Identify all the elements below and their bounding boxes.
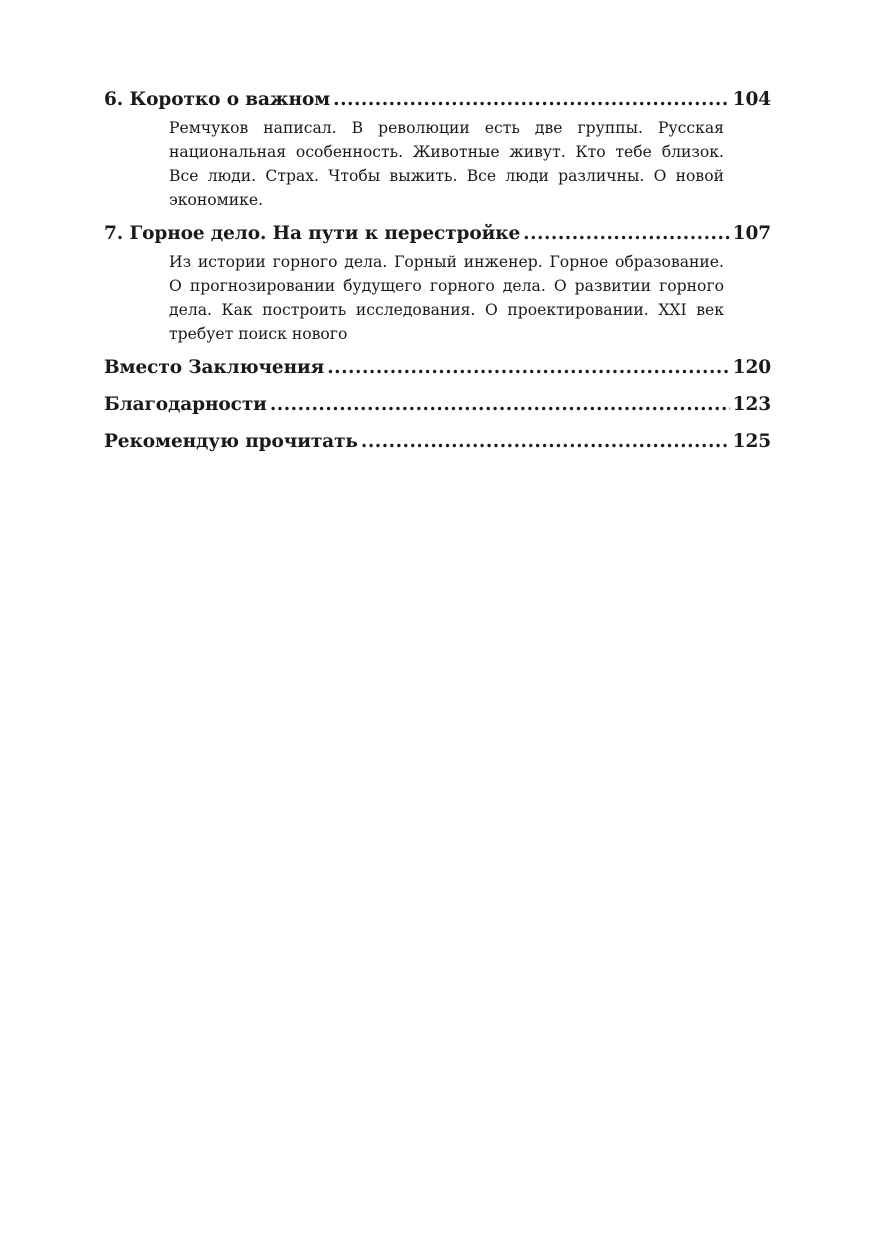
table-of-contents [104, 86, 771, 465]
toc-entry-heading[interactable] [104, 428, 771, 456]
toc-entry-page-number: 120 [732, 357, 771, 378]
toc-entry-title[interactable]: 7. Горное дело. На пути к перестройке [104, 223, 521, 244]
toc-entry-heading[interactable] [104, 220, 771, 248]
toc-entry-conclusion[interactable] [104, 354, 771, 382]
toc-entry-heading[interactable] [104, 354, 771, 382]
toc-entry-chapter-7[interactable] [104, 220, 771, 346]
toc-entry-title[interactable]: Рекомендую прочитать [104, 431, 358, 452]
toc-entry-page-number: 125 [732, 431, 771, 452]
toc-entry-title[interactable]: 6. Коротко о важном [104, 89, 331, 110]
toc-entry-heading[interactable] [104, 391, 771, 419]
toc-entry-page-number: 107 [732, 223, 771, 244]
toc-entry-page-number: 123 [732, 394, 771, 415]
dot-leader [361, 428, 730, 456]
dot-leader [523, 220, 730, 248]
toc-entry-page-number: 104 [732, 89, 771, 110]
toc-entry-title[interactable]: Вместо Заключения [104, 357, 325, 378]
dot-leader [333, 86, 730, 114]
toc-entry-recommended-reading[interactable] [104, 428, 771, 456]
toc-entry-chapter-6[interactable] [104, 86, 771, 212]
dot-leader [327, 354, 729, 382]
dot-leader [270, 391, 730, 419]
toc-entry-description: Ремчуков написал. В революции есть две группы. Русская национальная особенность. Животные живут. Кто тебе близок. Все люди. Страх. Чтобы выжить. Все люди различны. О новой экономике. [169, 119, 724, 209]
toc-entry-title[interactable]: Благодарности [104, 394, 267, 415]
toc-entry-heading[interactable] [104, 86, 771, 114]
toc-entry-description: Из истории горного дела. Горный инженер. Горное образование. О прогнозировании будущего горного дела. О развитии горного дела. Как построить исследования. О проектировании. XXI век требует поиск нового [169, 253, 724, 343]
toc-entry-acknowledgements[interactable] [104, 391, 771, 419]
